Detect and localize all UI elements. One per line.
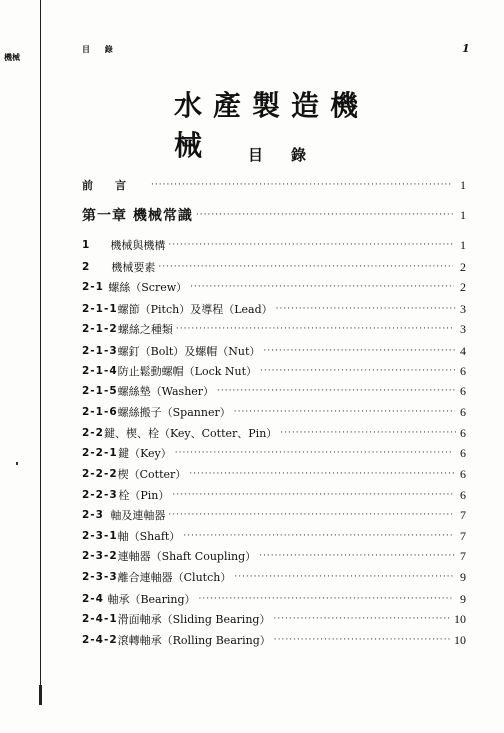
toc-leader-dots [280,428,457,438]
toc-entry-page: 1 [460,207,466,222]
toc-entry-title: 連軸器（Shaft Coupling） [117,550,257,563]
toc-entry-title: 離合連軸器（Clutch） [117,571,232,584]
toc-entry-number: 2-1-4 [82,365,118,377]
toc-leader-dots [168,510,453,520]
binding-edge-line [40,0,41,705]
toc-leader-dots [274,635,451,645]
toc-entry-title: 栓（Pin） [118,489,170,502]
toc-leader-dots [217,386,455,396]
toc-leader-dots [259,551,456,561]
toc-entry [82,527,466,545]
toc-entry [82,342,466,360]
toc-entry-title: 螺絲之種類 [117,323,173,336]
toc-entry [82,176,466,194]
toc-entry-title: 軸及連軸器 [110,509,166,522]
toc-leader-dots [234,572,455,582]
toc-entry-number: 2-1-5 [82,385,118,397]
toc-entry-page: 6 [460,487,467,502]
running-head: 目 錄 [82,44,119,54]
toc-entry-title: 鍵、楔、栓（Key、Cotter、Pin） [103,427,278,440]
toc-leader-dots [172,490,453,500]
toc-leader-dots [190,282,454,292]
toc-entry [82,568,466,586]
toc-entry-number: 1 [82,239,91,251]
toc-entry [82,486,466,504]
toc-entry-title: 螺絲墊（Washer） [117,385,215,398]
toc-entry-page: 10 [454,611,466,626]
toc-entry-title: 前言 [82,179,148,192]
toc-entry-number: 2-1-3 [82,345,118,357]
toc-entry-page: 1 [459,237,466,252]
toc-entry-title: 機械要素 [111,261,156,274]
toc-entry-number: 2-1-6 [82,406,118,418]
toc-entry-page: 9 [460,569,466,584]
toc-entry-number: 2-2-3 [82,489,118,501]
toc-entry [82,300,466,318]
toc-entry-title: 鍵（Key） [118,447,172,460]
page-number: 1 [462,42,470,55]
toc-leader-dots [263,346,456,356]
toc-entry-title: 螺節（Pitch）及導程（Lead） [117,303,273,316]
toc-entry [82,278,466,296]
toc-entry-page: 2 [460,279,466,294]
toc-entry-page: 6 [460,466,466,481]
toc-leader-dots [168,240,453,250]
toc-entry [82,236,466,254]
toc-entry-number: 2-2 [82,427,104,439]
toc-leader-dots [189,469,453,479]
toc-entry-number: 2-3-1 [82,530,118,542]
toc-leader-dots [183,531,453,541]
toc-entry-number: 2-4 [82,593,104,605]
toc-entry-title: 滾轉軸承（Rolling Bearing） [117,634,271,647]
toc-entry-title: 螺絲（Screw） [108,281,188,294]
toc-entry-page: 6 [460,383,466,398]
toc-entry-number: 2-3-3 [82,571,118,583]
toc-entry-title: 滑面軸承（Sliding Bearing） [117,613,271,626]
toc-entry-title: 第一章 機械常識 [82,208,193,224]
binding-edge-mark [39,685,42,705]
toc-entry-title: 楔（Cotter） [117,468,187,481]
toc-entry-title: 軸承（Bearing） [107,593,196,606]
toc-entry [82,444,466,462]
toc-entry-number: 2-4-1 [82,613,118,625]
toc-leader-dots [234,407,456,417]
toc-leader-dots [175,448,454,458]
toc-entry-page: 6 [460,404,466,419]
toc-entry-number: 2-1 [82,281,104,293]
toc-heading: 目錄 [248,146,335,164]
toc-entry [82,465,466,483]
toc-entry-page: 7 [459,507,466,522]
toc-entry-title: 螺絲搬子（Spanner） [117,406,231,419]
toc-entry [82,424,466,442]
toc-entry-page: 3 [460,321,466,336]
toc-entry-page: 9 [459,591,466,606]
toc-entry-title: 機械與機構 [110,239,166,252]
toc-leader-dots [196,210,454,220]
toc-entry [82,610,466,628]
toc-leader-dots [273,614,451,624]
toc-leader-dots [176,324,453,334]
toc-entry [82,590,466,608]
toc-entry [82,206,466,224]
toc-entry-page: 2 [460,259,466,274]
toc-entry-page: 6 [460,363,466,378]
toc-leader-dots [276,304,457,314]
toc-entry [82,631,466,649]
toc-entry [82,258,466,276]
toc-entry [82,382,466,400]
toc-entry-page: 3 [460,301,466,316]
margin-note: 機械 [4,52,20,62]
toc-entry-page: 1 [460,177,466,192]
toc-entry-title: 防止鬆動螺帽（Lock Nut） [117,365,258,378]
toc-entry-page: 6 [460,425,466,440]
toc-entry-number: 2-4-2 [82,634,118,646]
toc-entry [82,320,466,338]
toc-entry-number: 2-2-2 [82,468,118,480]
toc-entry [82,362,466,380]
toc-leader-dots [199,594,455,604]
toc-leader-dots [260,366,456,376]
toc-entry-number: 2-2-1 [82,447,118,459]
toc-entry-page: 10 [454,632,466,647]
toc-entry-page: 7 [460,548,466,563]
toc-entry-page: 6 [460,445,467,460]
toc-entry [82,506,466,524]
toc-entry-number: 2 [82,261,91,273]
scan-speck [16,462,18,465]
toc-entry-number: 2-1-2 [82,323,118,335]
toc-entry [82,403,466,421]
toc-entry-title: 螺釘（Bolt）及螺帽（Nut） [117,345,261,358]
toc-leader-dots [151,180,452,190]
toc-entry-number: 2-3 [82,509,104,521]
toc-entry-page: 7 [460,528,466,543]
toc-entry [82,547,466,565]
toc-entry-number: 2-1-1 [82,303,118,315]
toc-entry-number: 2-3-2 [82,550,118,562]
toc-entry-page: 4 [460,343,466,358]
book-title: 水產製造機械 [174,89,370,162]
toc-entry-title: 軸（Shaft） [117,530,181,543]
toc-leader-dots [158,262,452,272]
